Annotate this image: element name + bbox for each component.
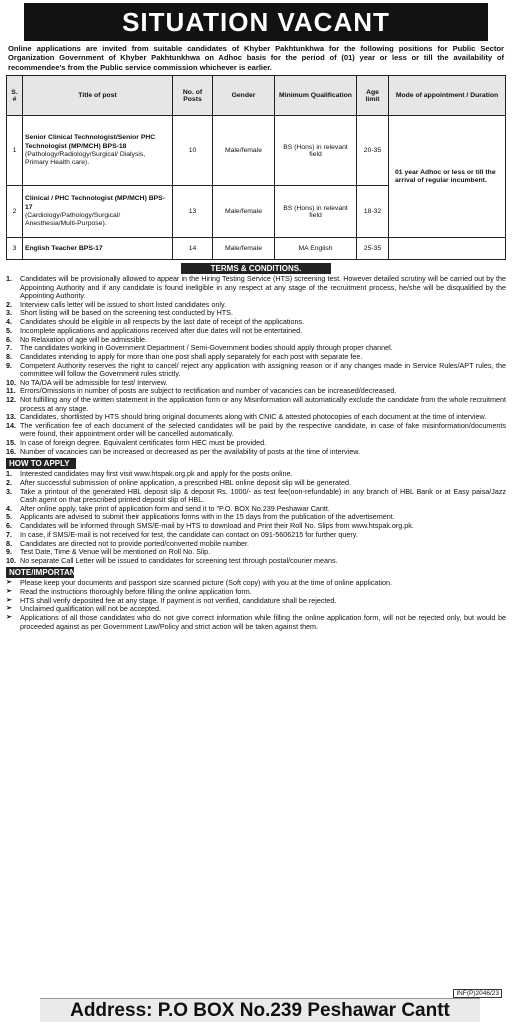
item-number: ➢ bbox=[6, 605, 12, 613]
item-text: In case, if SMS/E-mail is not received for test, the candidate can contact on 091-5606215 for further query. bbox=[20, 529, 358, 539]
term-item bbox=[6, 396, 506, 413]
item-text: After online apply, take print of application form and send it to "P.O. BOX No.239 Peshawar Cantt. bbox=[20, 503, 330, 513]
item-text: Take a printout of the generated HBL deposit slip & deposit Rs. 1000/- as test fee(non-refundable) in any branch of HBL Bank or at Easy paisa/Jazz Cash agent on that prescribed printed deposit slip of HBL. bbox=[20, 486, 506, 505]
cell-gender: Male/female bbox=[213, 238, 275, 260]
item-number: 11. bbox=[6, 386, 16, 396]
item-number: 5. bbox=[6, 512, 12, 522]
item-number: 16. bbox=[6, 446, 16, 456]
item-text: Candidates will be provisionally allowed to appear in the Hiring Testing Service (HTS) screening test. However detailed scrutiny will be carried out by the Appointing Authority and if any candidate is found ineligible in any respect at any stage of the recruitment process, he/she will be disqualified by the Appointing Authority. bbox=[20, 274, 506, 301]
item-number: 3. bbox=[6, 486, 12, 496]
item-text: Applications of all those candidates who do not give correct information while filling the online application form, will not be rejected only, but would be proceeded against as per Government Law/Policy and strict action will be taken against them. bbox=[20, 613, 506, 631]
col-header-mode: Mode of appointment / Duration bbox=[389, 76, 506, 116]
cell-gender: Male/female bbox=[213, 186, 275, 238]
item-number: 7. bbox=[6, 343, 12, 353]
item-text: The candidates working in Government Department / Semi-Government bodies should apply through proper channel. bbox=[20, 343, 393, 353]
item-number: 14. bbox=[6, 420, 16, 430]
notes-list bbox=[6, 579, 506, 631]
reference-number: INF(P)2046/23 bbox=[453, 989, 502, 998]
item-number: 1. bbox=[6, 469, 12, 479]
post-subtitle: (Cardiology/Pathology/Surgical/ Anesthesia/Multi-Purpose). bbox=[25, 211, 121, 227]
item-number: 4. bbox=[6, 503, 12, 513]
item-text: Competent Authority reserves the right to cancel/ reject any application with assigning reason or if any changes made in Service Rules/APT rules, the committee will follow the Government rules strictly. bbox=[20, 360, 506, 379]
cell-sn: 2 bbox=[7, 186, 23, 238]
item-text: Incomplete applications and applications received after due dates will not be entertained. bbox=[20, 325, 303, 335]
item-text: Candidates should be eligible in all respects by the last date of receipt of the applications. bbox=[20, 317, 305, 327]
term-item bbox=[6, 275, 506, 300]
page-title: SITUATION VACANT bbox=[24, 3, 488, 41]
item-number: 13. bbox=[6, 412, 16, 422]
item-text: Candidates are directed not to provide ported/converted mobile number. bbox=[20, 538, 249, 548]
cell-age: 20-35 bbox=[357, 116, 389, 186]
post-title: Senior Clinical Technologist/Senior PHC Technologist (MP/MCH) BPS-18 bbox=[25, 134, 156, 150]
item-number: 10. bbox=[6, 555, 16, 565]
address-footer: Address: P.O BOX No.239 Peshawar Cantt bbox=[40, 998, 480, 1022]
note-item bbox=[6, 614, 506, 631]
item-number: ➢ bbox=[6, 579, 12, 587]
item-number: 4. bbox=[6, 317, 12, 327]
item-text: Number of vacancies can be increased or decreased as per the availability of posts at the time of interview. bbox=[20, 446, 360, 456]
item-text: In case of foreign degree. Equivalent certificates form HEC must be provided. bbox=[20, 438, 267, 448]
col-header-gender: Gender bbox=[213, 76, 275, 116]
item-number: 9. bbox=[6, 547, 12, 557]
col-header-posts: No. of Posts bbox=[173, 76, 213, 116]
item-text: Not fulfilling any of the written statement in the application form or any Misinformation will automatically exclude the candidate from the whole recruitment process at any stage. bbox=[20, 395, 506, 413]
item-number: 5. bbox=[6, 325, 12, 335]
item-number: 9. bbox=[6, 360, 12, 370]
item-text: Candidates, shortlisted by HTS should bring original documents along with CNIC & attested photocopies of each document at the time of interview. bbox=[20, 412, 487, 422]
item-number: 10. bbox=[6, 377, 16, 387]
cell-gender: Male/female bbox=[213, 116, 275, 186]
item-text: Candidates will be informed through SMS/E-mail by HTS to download and Print their Roll No. Slips from www.htspak.org.pk. bbox=[20, 521, 414, 531]
item-number: 8. bbox=[6, 351, 12, 361]
cell-sn: 3 bbox=[7, 238, 23, 260]
col-header-sn: S. # bbox=[7, 76, 23, 116]
term-item bbox=[6, 327, 506, 335]
item-text: After successful submission of online application, a prescribed HBL online deposit slip will be generated. bbox=[20, 477, 351, 487]
cell-posts: 13 bbox=[173, 186, 213, 238]
item-number: 6. bbox=[6, 521, 12, 531]
item-text: No TA/DA will be admissible for test/ Interview. bbox=[20, 377, 168, 387]
item-text: Unclaimed qualification will not be accepted. bbox=[20, 604, 162, 614]
item-text: Please keep your documents and passport size scanned picture (Soft copy) with you at the time of online application. bbox=[20, 578, 392, 588]
term-item bbox=[6, 422, 506, 439]
item-number: ➢ bbox=[6, 596, 12, 604]
item-text: No Relaxation of age will be admissible. bbox=[20, 334, 148, 344]
term-item bbox=[6, 448, 506, 456]
item-text: Interview calls letter will be issued to short listed candidates only. bbox=[20, 299, 227, 309]
item-number: 15. bbox=[6, 438, 16, 448]
item-text: Candidates intending to apply for more than one post shall apply separately for each post with separate fee. bbox=[20, 351, 363, 361]
cell-age: 25-35 bbox=[357, 238, 389, 260]
post-subtitle: (Pathology/Radiology/Surgical/ Dialysis, Primary Health care). bbox=[25, 150, 146, 166]
cell-title bbox=[23, 116, 173, 186]
item-number: ➢ bbox=[6, 588, 12, 596]
cell-age: 18-32 bbox=[357, 186, 389, 238]
col-header-qualification: Minimum Qualification bbox=[275, 76, 357, 116]
item-number: 6. bbox=[6, 334, 12, 344]
item-number: 1. bbox=[6, 274, 12, 284]
cell-posts: 10 bbox=[173, 116, 213, 186]
item-number: 2. bbox=[6, 477, 12, 487]
how-to-apply-item bbox=[6, 531, 506, 539]
table-header-row bbox=[7, 76, 506, 116]
how-to-apply-item bbox=[6, 488, 506, 505]
terms-heading: TERMS & CONDITIONS. bbox=[181, 263, 331, 274]
item-text: Short listing will be based on the screening test conducted by HTS. bbox=[20, 308, 233, 318]
col-header-title: Title of post bbox=[23, 76, 173, 116]
post-title: Clinical / PHC Technologist (MP/MCH) BPS-17 bbox=[25, 195, 165, 211]
how-to-apply-heading: HOW TO APPLY bbox=[6, 458, 76, 469]
cell-title bbox=[23, 186, 173, 238]
cell-qualification: BS (Hons) in relevant field bbox=[275, 186, 357, 238]
item-text: HTS shall verify deposited fee at any stage. If payment is not verified, candidature shall be rejected. bbox=[20, 595, 337, 605]
cell-mode: 01 year Adhoc or less or till the arrival of regular incumbent. bbox=[389, 116, 506, 238]
cell-posts: 14 bbox=[173, 238, 213, 260]
posts-table bbox=[6, 75, 506, 260]
cell-qualification: MA English bbox=[275, 238, 357, 260]
item-text: Read the instructions thoroughly before filling the online application form. bbox=[20, 587, 252, 597]
item-number: 3. bbox=[6, 308, 12, 318]
item-text: No separate Call Letter will be issued to candidates for screening test through postal/courier means. bbox=[20, 555, 338, 565]
item-number: 7. bbox=[6, 529, 12, 539]
how-to-apply-list bbox=[6, 470, 506, 565]
cell-qualification: BS (Hons) in relevant field bbox=[275, 116, 357, 186]
cell-title: English Teacher BPS-17 bbox=[23, 238, 173, 260]
item-text: Applicants are advised to submit their applications forms with in the 15 days from the publication of the advertisement. bbox=[20, 512, 395, 522]
cell-sn: 1 bbox=[7, 116, 23, 186]
how-to-apply-item bbox=[6, 557, 506, 565]
cell-empty bbox=[389, 238, 506, 260]
term-item bbox=[6, 362, 506, 379]
item-text: Test Date, Time & Venue will be mentioned on Roll No. Slip. bbox=[20, 547, 211, 557]
item-number: ➢ bbox=[6, 614, 12, 622]
item-text: Errors/Omissions in number of posts are subject to rectification and number of vacancies can be increased/decreased. bbox=[20, 386, 397, 396]
item-number: 12. bbox=[6, 395, 16, 405]
intro-paragraph: Online applications are invited from suitable candidates of Khyber Pakhtunkhwa for the following positions for Public Sector Organization Government of Khyber Pakhtunkhwa on Adhoc basis for the period of (01) year or less or till the availability of recommendee's from the Public service commission whichever is earlier. bbox=[8, 44, 504, 72]
col-header-age: Age limit bbox=[357, 76, 389, 116]
terms-list bbox=[6, 275, 506, 456]
item-number: 8. bbox=[6, 538, 12, 548]
note-heading: NOTE/IMPORTANT bbox=[6, 567, 74, 578]
item-number: 2. bbox=[6, 299, 12, 309]
item-text: Interested candidates may first visit www.htspak.org.pk and apply for the posts online. bbox=[20, 469, 293, 479]
table-row bbox=[7, 116, 506, 186]
item-text: The verification fee of each document of the selected candidates will be paid by the respective candidate, in case of fake misinformation/documents were found, their appointment order will be cancelled automatically. bbox=[20, 420, 506, 439]
table-row bbox=[7, 238, 506, 260]
